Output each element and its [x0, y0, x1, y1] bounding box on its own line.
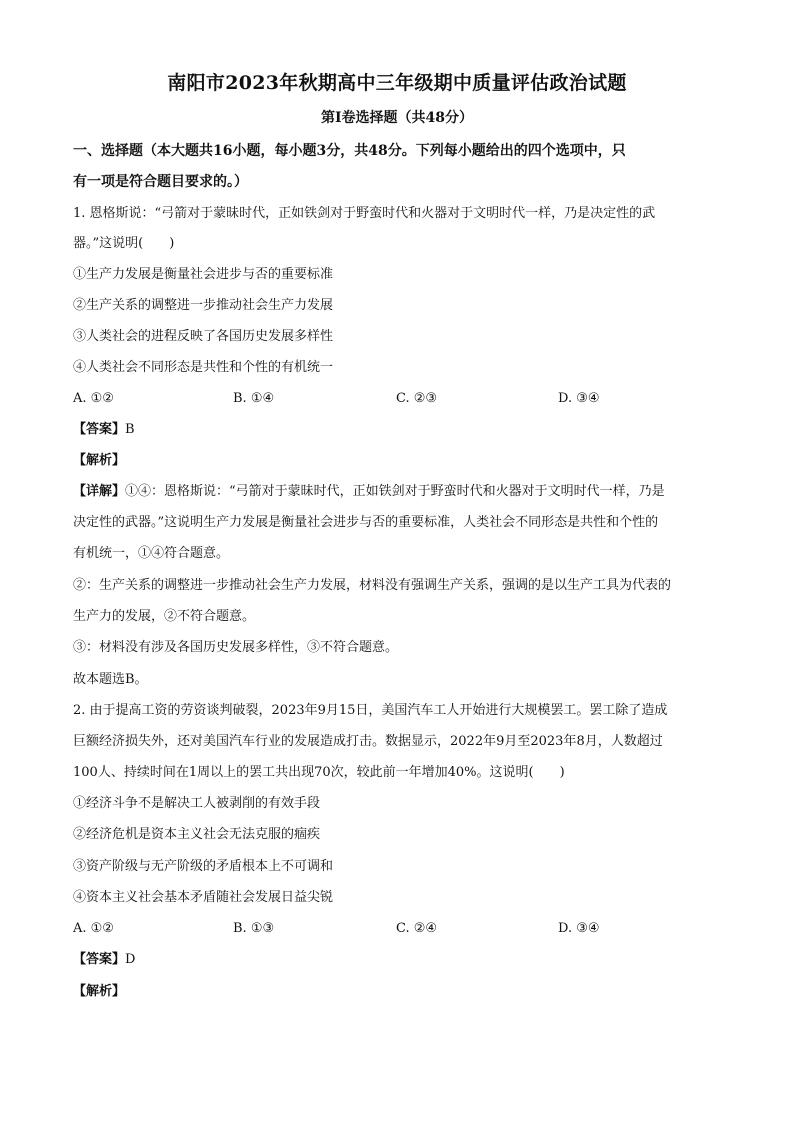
q2-item-2: ②经济危机是资本主义社会无法克服的痼疾 — [73, 827, 321, 842]
q1-detail-line-7: 故本题选B。 — [73, 672, 148, 687]
q2-answer — [73, 950, 733, 970]
q1-item-1: ①生产力发展是衡量社会进步与否的重要标准 — [73, 267, 334, 282]
q2-item-4: ④资本主义社会基本矛盾随社会发展日益尖锐 — [73, 890, 334, 905]
section-instruction-line-2: 有一项是符合题目要求的。） — [73, 174, 248, 190]
q1-detail-line-5: 生产力的发展，②不符合题意。 — [73, 609, 256, 624]
section-instruction-line-1: 一、选择题（本大题共16小题，每小题3分，共48分。下列每小题给出的四个选项中，只 — [73, 143, 626, 159]
q1-option-d: D. ③④ — [558, 391, 600, 406]
q2-options — [73, 919, 733, 939]
q2-stem-line-2: 巨额经济损失外，还对美国汽车行业的发展造成打击。数据显示，2022年9月至2023年8月，人数超过 — [73, 734, 663, 749]
q1-detail-line-1 — [73, 482, 733, 502]
q2-analysis-tag: 【解析】 — [73, 984, 126, 999]
q2-item-1: ①经济斗争不是解决工人被剥削的有效手段 — [73, 796, 321, 811]
q1-detail-line-4: ②：生产关系的调整进一步推动社会生产力发展，材料没有强调生产关系，强调的是以生产工具为代表的 — [73, 578, 672, 593]
q2-option-c: C. ②④ — [396, 921, 438, 936]
q1-detail-line-6: ③：材料没有涉及各国历史发展多样性，③不符合题意。 — [73, 640, 399, 655]
q1-item-2: ②生产关系的调整进一步推动社会生产力发展 — [73, 298, 334, 313]
section-subtitle: 第Ⅰ卷选择题（共48分） — [320, 110, 474, 126]
q1-option-a: A. ①② — [73, 391, 114, 406]
q2-item-3: ③资产阶级与无产阶级的矛盾根本上不可调和 — [73, 859, 334, 874]
q2-answer-tag: 【答案】 — [73, 952, 126, 967]
page-title: 南阳市2023年秋期高中三年级期中质量评估政治试题 — [167, 72, 627, 94]
q1-item-4: ④人类社会不同形态是共性和个性的有机统一 — [73, 360, 334, 375]
q1-answer — [73, 420, 733, 440]
q1-stem-line-2: 器。”这说明( ) — [73, 236, 175, 251]
q1-answer-tag: 【答案】 — [73, 422, 126, 437]
q2-option-d: D. ③④ — [558, 921, 600, 936]
q1-item-3: ③人类社会的进程反映了各国历史发展多样性 — [73, 329, 334, 344]
q2-stem-line-3: 100人、持续时间在1周以上的罢工共出现70次，较此前一年增加40%。这说明( ) — [73, 765, 565, 780]
q1-stem-line-1: 1. 恩格斯说：“弓箭对于蒙昧时代，正如铁剑对于野蛮时代和火器对于文明时代一样，乃是决定性的武 — [73, 206, 656, 221]
q1-detail-line-2: 决定性的武器。”这说明生产力发展是衡量社会进步与否的重要标准，人类社会不同形态是共性和个性的 — [73, 515, 659, 530]
q1-answer-value: B — [125, 422, 135, 437]
q1-options — [73, 389, 733, 409]
q1-detail-text-1: ①④：恩格斯说：“弓箭对于蒙昧时代，正如铁剑对于野蛮时代和火器对于文明时代一样，乃是 — [125, 484, 665, 499]
q1-option-c: C. ②③ — [396, 391, 438, 406]
q1-detail-tag: 【详解】 — [73, 484, 126, 499]
q2-stem-line-1: 2. 由于提高工资的劳资谈判破裂，2023年9月15日，美国汽车工人开始进行大规模罢工。罢工除了造成 — [73, 703, 668, 718]
q1-analysis-tag: 【解析】 — [73, 453, 126, 468]
q2-option-a: A. ①② — [73, 921, 114, 936]
q1-detail-line-3: 有机统一，①④符合题意。 — [73, 546, 230, 561]
q2-answer-value: D — [125, 952, 136, 967]
q1-option-b: B. ①④ — [233, 391, 275, 406]
q2-option-b: B. ①③ — [233, 921, 275, 936]
